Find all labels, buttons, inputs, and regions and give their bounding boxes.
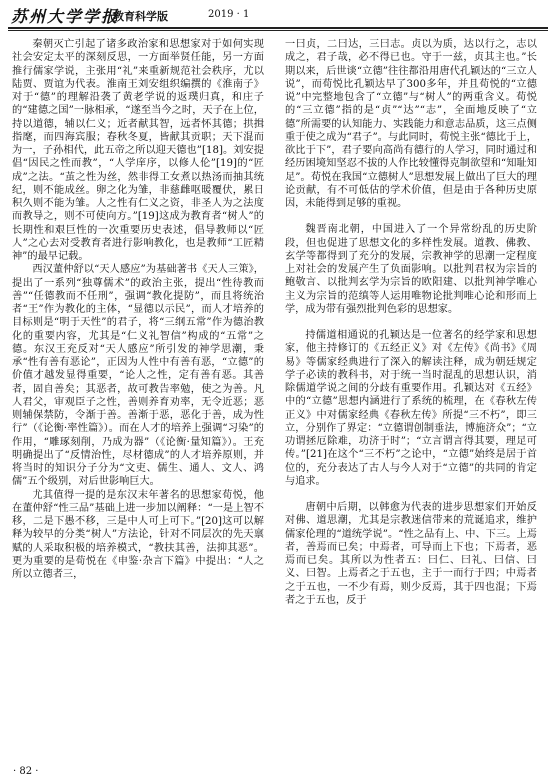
paragraph: 尤其值得一提的是东汉末年著名的思想家荀悦，他在董仲舒“性三品”基础上进一步加以阐释：“一是上智不移，二是下愚不移，三是中人可上可下。”[20]这可以解释为较早的分类“树人”方法论，针对不同层次的先天禀赋的人采取积极的培养模式，“教扶其善，法抑其恶”。更为重要的是荀悦在《申鉴·杂言下篇》中提出：“人之所以立德者三，: [12, 489, 264, 580]
page-number: · 82 ·: [13, 766, 39, 777]
journal-section: 教育科学版: [113, 10, 168, 23]
paragraph: 秦朝灭亡引起了诸多政治家和思想家对于如何实现社会安定太平的深刻反思，一方面举贤任能，另一方面推行儒家学说，主张用“礼”来重新规范社会秩序，尤以陆贾、贾谊为代表。淮南王刘安组织编撰的《淮南子》对于“德”的理解沿袭了黄老学说的返璞归真，和庄子的“建德之国”一脉相承，“遂至当今之时，天子在上位，持以道德，辅以仁义；近者献其智，远者怀其德；拱揖指麾，而四海宾服；春秋冬夏，皆献其贡职；天下混而为一，子孙相代，此五帝之所以迎天德也”[18]。刘安提倡“因民之性而教”，“人学庠序，以修人伦”[19]的“匠成”之法。“茧之性为丝，然非得工女煮以热汤而抽其统纪，则不能成丝。卵之化为雏，非慈雌呕暖覆伏，累日积久则不能为雏。人之性有仁义之资，非圣人为之法度而教导之，则不可使向方。”[19]这成为教育者“树人”的长期性和艰巨性的一次重要历史表述，倡导教师以“匠人”之心去对受教育者进行影响教化，也是教师“工匠精神”的最早记载。: [12, 39, 264, 262]
journal-issue: 2019 · 1: [208, 9, 250, 20]
left-column: [12, 38, 264, 764]
paragraph-continued: 一曰贞，二曰达，三曰志。贞以为质，达以行之，志以成之，君子哉，必不得已也。守于一兹，贞其主也。”长期以来，后世谈“立德”往往都沿用唐代孔颖达的“三立人说”，而荀悦比孔颖达早了300多年，并且荀悦的“立德说”中完整地包含了“立德”与“树人”的两重含义。荀悦的“三立德”指的是“贞”“达”“志”，全面地反映了“立德”所需要的认知能力、实践能力和意志品质，这三点侧重于使之成为“君子”。与此同时，荀悦主张“德比于上，欲比于下”，君子要向高尚有德行的人学习，同时通过和经历困境知坚忍不拔的人作比较懂得克制欲望和“知耻知足”。荀悦在我国“立德树人”思想发展上做出了巨大的理论贡献，有不可低估的学术价值，但是由于各种历史原因，未能得到足够的重视。: [285, 39, 537, 209]
header-rule-thin: [8, 30, 548, 31]
paragraph: 唐朝中后期，以韩愈为代表的进步思想家们开始反对佛、道思潮，尤其是宗教迷信带来的荒诞追求，维护儒家伦理的“道统学说”。“性之品有上、中、下三。上焉者，善焉而已矣；中焉者，可导而上下也；下焉者，恶焉而已矣。其所以为性者五：曰仁、曰礼、曰信、曰义、曰智。上焉者之于五也，主于一而行于四；中焉者之于五也，一不少有焉，则少反焉，其于四也混；下焉者之于五也，反于: [285, 502, 537, 606]
paragraph: 魏晋南北朝，中国进入了一个异常纷乱的历史阶段，但也促进了思想文化的多样性发展。道教、佛教、玄学等都得到了充分的发展，宗教神学的思潮一定程度上对社会的发展产生了负面影响。以批判君权为宗旨的鲍敬言、以批判玄学为宗旨的欧阳建、以批判神学唯心主义为宗旨的范缜等人运用唯物论批判唯心论和形而上学，成为带有强烈批判色彩的思想家。: [285, 224, 537, 315]
paragraph: 持儒道相通说的孔颖达是一位著名的经学家和思想家，他主持修订的《五经正义》对《左传》《尚书》《周易》等儒家经典进行了深入的解读注释，成为朝廷规定学子必读的教科书，对于统一当时混乱的思想认识，消除儒道学说之间的分歧有重要作用。孔颖达对《五经》中的“立德”思想内涵进行了系统的梳理，在《春秋左传正义》中对儒家经典《春秋左传》所提“三不朽”，即三立，分别作了界定：“立德谓创制垂法，博施济众”；“立功谓拯厄除难，功济于时”；“立言谓言得其要，理足可传。”[21]在这个“三不朽”之论中，“立德”始终是居于首位的，充分表达了古人与今人对于“立德”的共同的肯定与追求。: [285, 330, 537, 487]
header-rule-thick: [8, 27, 548, 29]
paragraph: 西汉董仲舒以“天人感应”为基础著书《天人三策》，提出了一系列“独尊儒术”的政治主张，提出“性待教而善”“任德教而不任刑”，强调“教化提防”，而且将统治者“王”作为教化的主体，“显德以示民”，而人才培养的目标则是“明于天性”的君子，将“三纲五常”作为德治教化的重要内容，尤其是“仁义礼智信”构成的“五常”之德。东汉王充反对“天人感应”所引发的神学思潮，秉承“性有善有恶论”，正因为人性中有善有恶，“立德”的价值才越发显得重要，“论人之性，定有善有恶。其善者，固自善矣；其恶者，故可教告率勉，使之为善。凡人君父，审观臣子之性，善则养育劝率，无令近恶；恶则辅保禁防，令渐于善。善渐于恶，恶化于善，成为性行”（《论衡·率性篇》）。而在人才的培养上强调“习染”的作用，“雕琢刻削，乃成为器”（《论衡·量知篇》）。王充明确提出了“反情治性，尽材德成”的人才培养原则，并将当时的知识分子分为“文吏、儒生、通人、文人、鸿儒”五个级别，对后世影响巨大。: [12, 264, 264, 488]
journal-title: 苏州大学学报: [11, 7, 120, 26]
right-column: [285, 38, 537, 764]
running-header: [0, 0, 556, 30]
